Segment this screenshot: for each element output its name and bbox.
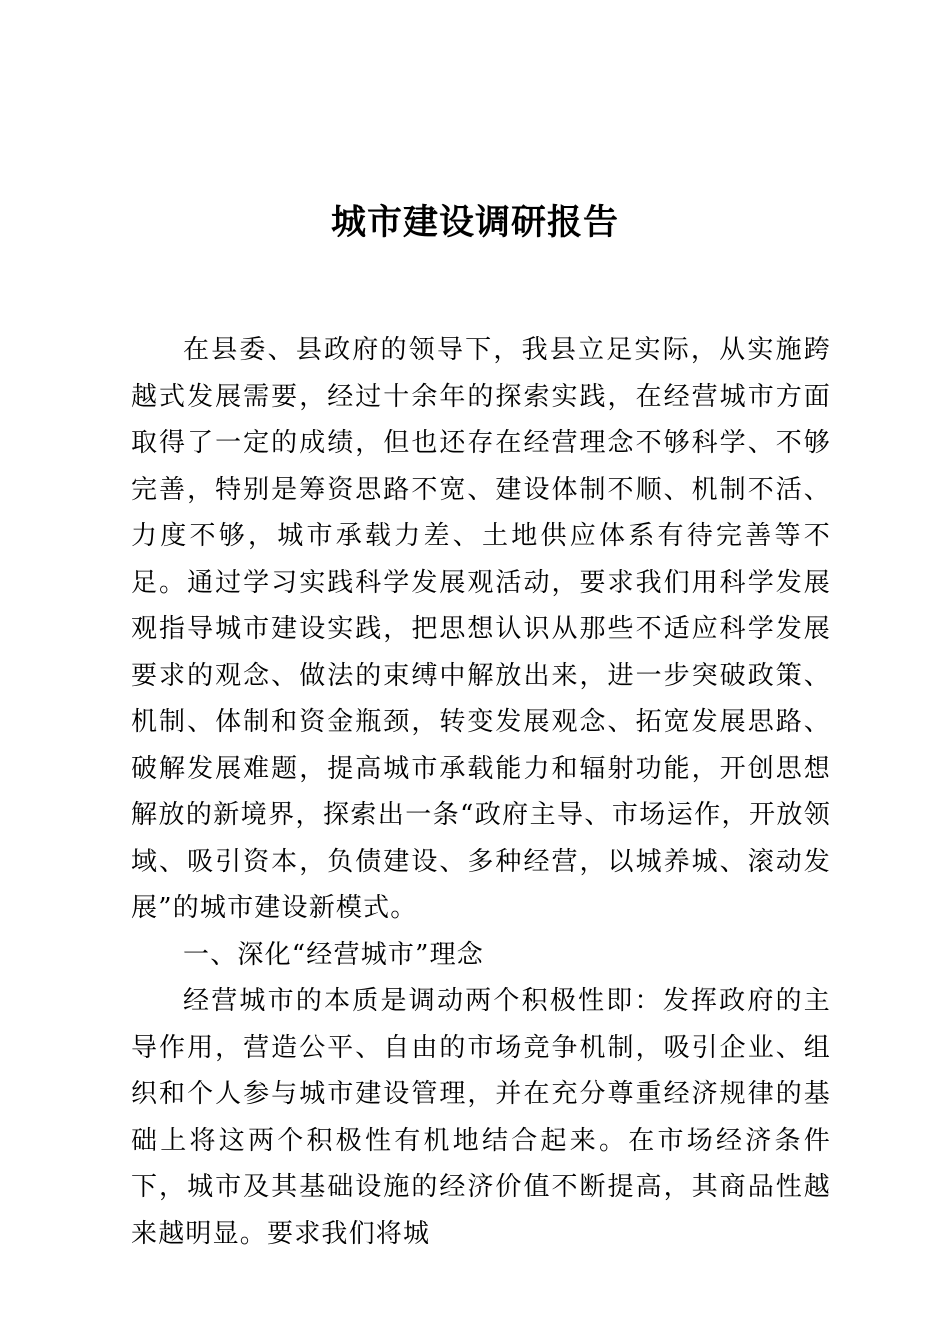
section-heading: 一、深化“经营城市”理念 — [183, 939, 484, 970]
section-paragraph: 经营城市的本质是调动两个积极性即：发挥政府的主导作用，营造公平、自由的市场竞争机制，吸引企业、组织和个人参与城市建设管理，并在充分尊重经济规律的基础上将这两个积极性有机地结合起来。在市场经济条件下，城市及其基础设施的经济价值不断提高，其商品性越来越明显。要求我们将城 — [131, 986, 831, 1249]
intro-paragraph: 在县委、县政府的领导下，我县立足实际，从实施跨越式发展需要，经过十余年的探索实践，在经营城市方面取得了一定的成绩，但也还存在经营理念不够科学、不够完善，特别是筹资思路不宽、建设体制不顺、机制不活、力度不够，城市承载力差、土地供应体系有待完善等不足。通过学习实践科学发展观活动，要求我们用科学发展观指导城市建设实践，把思想认识从那些不适应科学发展要求的观念、做法的束缚中解放出来，进一步突破政策、机制、体制和资金瓶颈，转变发展观念、拓宽发展思路、破解发展难题，提高城市承载能力和辐射功能，开创思想解放的新境界，探索出一条“政府主导、市场运作，开放领域、吸引资本，负债建设、多种经营，以城养城、滚动发展”的城市建设新模式。 — [131, 335, 831, 923]
document-body — [131, 327, 831, 1257]
document-title: 城市建设调研报告 — [330, 202, 619, 243]
